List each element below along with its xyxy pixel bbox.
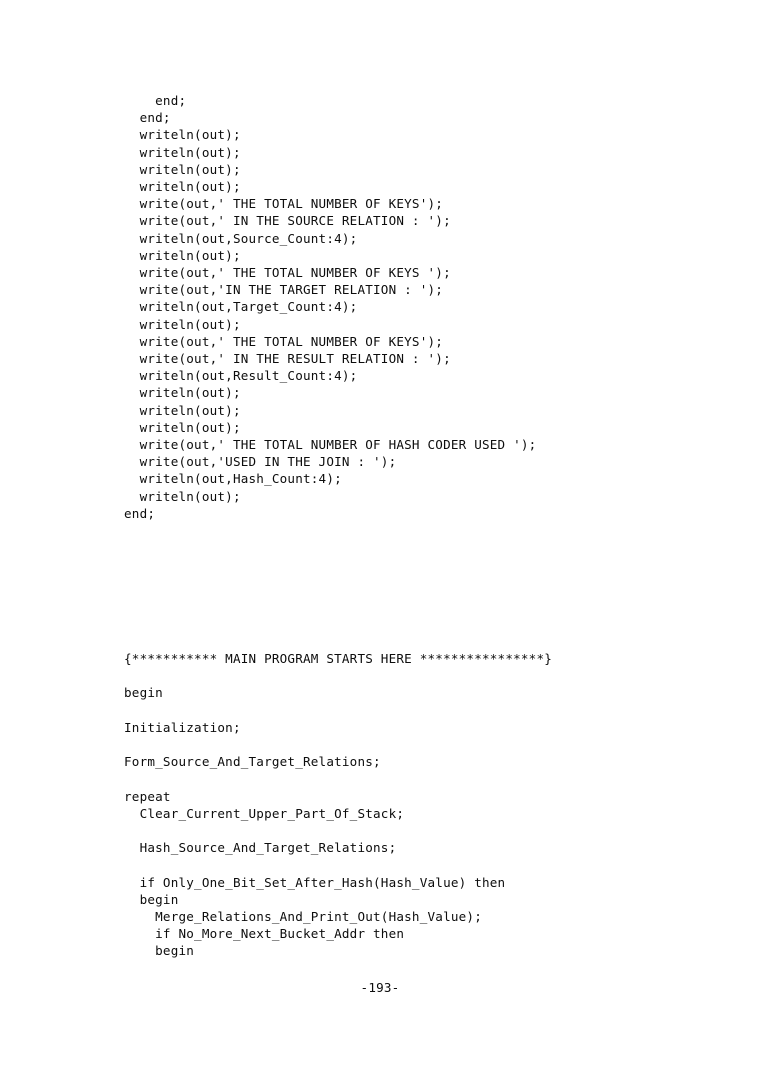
code-line: write(out,' IN THE RESULT RELATION : '); bbox=[124, 351, 451, 367]
code-line: write(out,' THE TOTAL NUMBER OF KEYS'); bbox=[124, 196, 444, 212]
code-comment-main-program-header: {*********** MAIN PROGRAM STARTS HERE ****************} bbox=[124, 651, 553, 666]
code-line: writeln(out); bbox=[124, 488, 241, 504]
code-line: writeln(out,Result_Count:4); bbox=[124, 368, 358, 384]
code-line-blank bbox=[124, 702, 724, 719]
code-line: writeln(out); bbox=[124, 247, 241, 263]
code-line-blank bbox=[124, 822, 724, 839]
code-line: writeln(out); bbox=[124, 419, 241, 435]
code-line: end; bbox=[124, 505, 156, 521]
code-line: repeat bbox=[124, 788, 171, 804]
code-line: writeln(out,Source_Count:4); bbox=[124, 230, 358, 246]
code-line: end; bbox=[124, 93, 187, 108]
code-line-blank bbox=[124, 770, 724, 787]
code-line: Form_Source_And_Target_Relations; bbox=[124, 754, 381, 770]
code-line: Initialization; bbox=[124, 719, 241, 735]
page-number: -193- bbox=[360, 980, 400, 995]
code-line: if No_More_Next_Bucket_Addr then bbox=[124, 926, 405, 942]
code-line: writeln(out); bbox=[124, 161, 241, 177]
code-block-main-program bbox=[124, 650, 724, 960]
code-line: write(out,' THE TOTAL NUMBER OF KEYS '); bbox=[124, 265, 451, 281]
code-line: write(out,' THE TOTAL NUMBER OF KEYS'); bbox=[124, 333, 444, 349]
code-line: writeln(out); bbox=[124, 402, 241, 418]
code-line: begin bbox=[124, 685, 163, 701]
code-line: Clear_Current_Upper_Part_Of_Stack; bbox=[124, 805, 405, 821]
code-line: writeln(out,Hash_Count:4); bbox=[124, 471, 342, 487]
code-block-procedure-tail bbox=[124, 92, 724, 522]
code-line: writeln(out); bbox=[124, 179, 241, 195]
code-line: writeln(out); bbox=[124, 144, 241, 160]
code-line: end; bbox=[124, 110, 171, 126]
code-line: writeln(out,Target_Count:4); bbox=[124, 299, 358, 315]
code-line: Merge_Relations_And_Print_Out(Hash_Value); bbox=[124, 908, 482, 924]
code-line: if Only_One_Bit_Set_After_Hash(Hash_Value) then bbox=[124, 874, 506, 890]
code-line: write(out,'USED IN THE JOIN : '); bbox=[124, 454, 397, 470]
code-line: writeln(out); bbox=[124, 385, 241, 401]
code-line: writeln(out); bbox=[124, 127, 241, 143]
code-line: write(out,'IN THE TARGET RELATION : '); bbox=[124, 282, 444, 298]
code-line-blank bbox=[124, 667, 724, 684]
code-line: begin bbox=[124, 891, 179, 907]
code-line-blank bbox=[124, 856, 724, 873]
code-line: Hash_Source_And_Target_Relations; bbox=[124, 840, 397, 856]
code-line: writeln(out); bbox=[124, 316, 241, 332]
code-line-blank bbox=[124, 736, 724, 753]
code-line: write(out,' IN THE SOURCE RELATION : '); bbox=[124, 213, 451, 229]
code-line: begin bbox=[124, 943, 195, 959]
code-line: write(out,' THE TOTAL NUMBER OF HASH CODER USED '); bbox=[124, 437, 537, 453]
